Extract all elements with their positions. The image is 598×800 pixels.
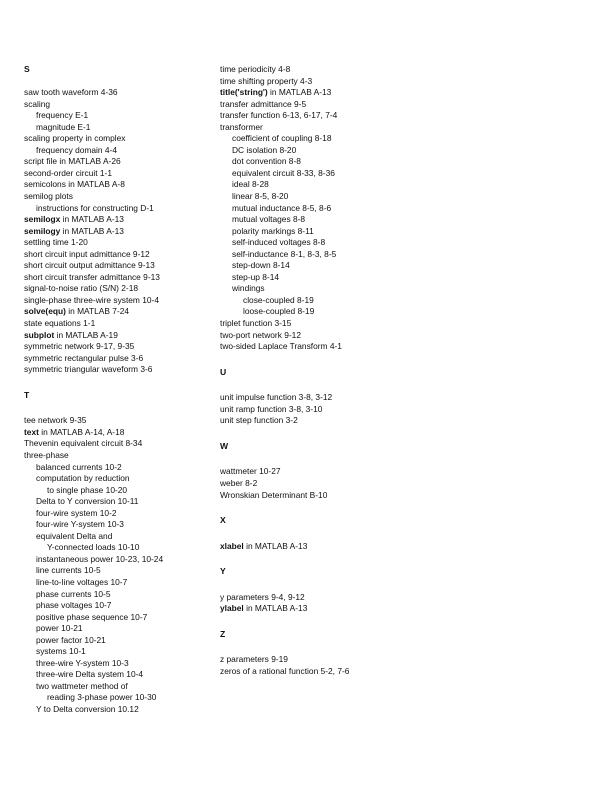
spacer: [220, 552, 420, 566]
spacer: [220, 527, 420, 541]
index-entry: [24, 122, 224, 134]
index-entry: [220, 76, 420, 88]
index-entry: [24, 99, 224, 111]
index-entry-text: to single phase 10-20: [47, 484, 128, 495]
index-entry-text: unit ramp function 3-8, 3-10: [220, 403, 323, 414]
index-entry-text: weber 8-2: [220, 477, 258, 488]
spacer: [24, 376, 224, 390]
index-entry-text: in MATLAB A-19: [54, 329, 118, 340]
index-entry: [220, 392, 420, 404]
index-entry-text: linear 8-5, 8-20: [232, 191, 289, 202]
index-entry-text: balanced currents 10-2: [36, 461, 122, 472]
index-entry: [24, 249, 224, 261]
index-entry-text: in MATLAB A-13: [243, 603, 308, 614]
index-entry-text: three-phase: [24, 449, 69, 460]
spacer: [220, 427, 420, 441]
index-entry: [24, 87, 224, 99]
index-entry: [24, 508, 224, 520]
index-entry: [24, 577, 224, 589]
index-entry: [24, 341, 224, 353]
index-entry: [24, 635, 224, 647]
index-entry: [220, 654, 420, 666]
index-entry-text: mutual inductance 8-5, 8-6: [232, 202, 332, 213]
index-entry-text: state equations 1-1: [24, 318, 96, 329]
index-entry: [24, 589, 224, 601]
index-entry: [24, 330, 224, 342]
index-entry: [220, 156, 420, 168]
index-entry: [24, 415, 224, 427]
index-entry: [24, 554, 224, 566]
index-entry-text: time periodicity 4-8: [220, 64, 291, 74]
index-entry: [24, 283, 224, 295]
index-entry: [220, 306, 420, 318]
index-entry-text: instructions for constructing D-1: [36, 202, 154, 213]
index-entry: [24, 145, 224, 157]
index-entry-text: triplet function 3-15: [220, 318, 292, 329]
index-entry-keyword: solve(equ): [24, 306, 66, 317]
index-entry: [24, 565, 224, 577]
index-entry-text: in MATLAB A-13: [60, 214, 124, 225]
index-entry-text: unit step function 3-2: [220, 415, 298, 426]
index-entry: [24, 306, 224, 318]
index-entry: [220, 110, 420, 122]
index-entry-text: Wronskian Determinant B-10: [220, 489, 328, 500]
index-entry: [220, 478, 420, 490]
spacer: [220, 501, 420, 515]
index-entry-keyword: ylabel: [220, 603, 244, 614]
index-entry: [24, 646, 224, 658]
index-entry-text: symmetric rectangular pulse 3-6: [24, 352, 144, 363]
index-entry-text: mutual voltages 8-8: [232, 214, 306, 225]
index-entry: [24, 531, 224, 543]
index-entry: [24, 427, 224, 439]
index-column-left: [24, 64, 224, 716]
index-entry: [24, 669, 224, 681]
index-entry-text: semilog plots: [24, 191, 73, 202]
index-entry-text: wattmeter 10-27: [220, 466, 281, 477]
index-entry: [24, 168, 224, 180]
section-letter: X: [220, 515, 226, 526]
index-entry-text: close-coupled 8-19: [243, 294, 314, 305]
index-entry: [220, 415, 420, 427]
index-entry-keyword: title('string'): [220, 87, 268, 98]
index-entry: [220, 214, 420, 226]
index-entry-text: symmetric network 9-17, 9-35: [24, 341, 135, 352]
index-entry: [24, 542, 224, 554]
index-entry: [220, 122, 420, 134]
index-entry-text: power factor 10-21: [36, 634, 106, 645]
index-entry-text: in MATLAB A-13: [243, 540, 308, 551]
index-entry-text: time shifting property 4-3: [220, 75, 313, 86]
index-entry-text: phase currents 10-5: [36, 588, 111, 599]
index-entry-text: instantaneous power 10-23, 10-24: [36, 553, 164, 564]
spacer: [220, 640, 420, 654]
index-entry-text: y parameters 9-4, 9-12: [220, 591, 305, 602]
index-entry-text: zeros of a rational function 5-2, 7-6: [220, 665, 350, 676]
index-entry: [220, 99, 420, 111]
section-letter: S: [24, 64, 30, 74]
index-entry: [220, 603, 420, 615]
index-entry-text: self-induced voltages 8-8: [232, 237, 326, 248]
index-entry-keyword: semilogy: [24, 225, 61, 236]
index-entry-text: line-to-line voltages 10-7: [36, 576, 128, 587]
index-entry-text: line currents 10-5: [36, 565, 101, 576]
index-entry: [24, 704, 224, 716]
index-entry: [24, 226, 224, 238]
index-entry: [220, 145, 420, 157]
index-entry: [24, 438, 224, 450]
index-entry: [220, 272, 420, 284]
index-entry: [24, 191, 224, 203]
index-entry: [220, 260, 420, 272]
index-entry-text: second-order circuit 1-1: [24, 167, 112, 178]
index-entry-text: coefficient of coupling 8-18: [232, 133, 332, 144]
index-entry: [24, 260, 224, 272]
index-entry: [24, 462, 224, 474]
index-entry-text: scaling property in complex: [24, 133, 126, 144]
spacer: [220, 452, 420, 466]
index-entry-text: frequency domain 4-4: [36, 144, 118, 155]
index-entry-keyword: xlabel: [220, 540, 244, 551]
index-entry: [24, 364, 224, 376]
index-entry: [24, 450, 224, 462]
index-entry: [220, 226, 420, 238]
section-letter: T: [24, 389, 30, 400]
index-entry: [220, 592, 420, 604]
index-entry: [220, 249, 420, 261]
section-letter: Z: [220, 628, 226, 639]
index-entry: [220, 64, 420, 76]
index-entry-text: Y to Delta conversion 10.12: [36, 703, 139, 714]
index-entry-text: four-wire Y-system 10-3: [36, 519, 124, 530]
index-entry: [220, 466, 420, 478]
spacer: [220, 615, 420, 629]
index-entry: [220, 203, 420, 215]
index-entry-text: semicolons in MATLAB A-8: [24, 179, 125, 190]
index-entry-text: Thevenin equivalent circuit 8-34: [24, 438, 143, 449]
spacer: [24, 76, 224, 88]
index-entry-text: in MATLAB A-13: [60, 225, 124, 236]
index-entry: [220, 330, 420, 342]
index-entry: [24, 214, 224, 226]
section-letter: W: [220, 440, 229, 451]
index-entry: [220, 283, 420, 295]
index-entry-text: z parameters 9-19: [220, 654, 288, 665]
index-entry-text: signal-to-noise ratio (S/N) 2-18: [24, 283, 139, 294]
index-entry-keyword: subplot: [24, 329, 55, 340]
index-entry: [220, 341, 420, 353]
index-entry-text: three-wire Y-system 10-3: [36, 657, 129, 668]
index-entry-text: Y-connected loads 10-10: [47, 542, 140, 553]
index-entry: [24, 658, 224, 670]
index-entry: [24, 272, 224, 284]
spacer: [220, 578, 420, 592]
index-entry-text: settling time 1-20: [24, 237, 88, 248]
index-entry-text: short circuit input admittance 9-12: [24, 248, 150, 259]
index-entry: [220, 318, 420, 330]
index-entry-text: step-down 8-14: [232, 260, 290, 271]
index-entry: [220, 133, 420, 145]
index-entry: [220, 168, 420, 180]
section-letter: U: [220, 366, 227, 377]
index-entry: [24, 110, 224, 122]
index-entry: [220, 295, 420, 307]
index-entry: [24, 496, 224, 508]
index-entry-text: unit impulse function 3-8, 3-12: [220, 392, 333, 403]
index-entry: [24, 519, 224, 531]
index-entry-text: saw tooth waveform 4-36: [24, 87, 118, 98]
index-entry-text: transfer function 6-13, 6-17, 7-4: [220, 110, 338, 121]
index-entry-text: computation by reduction: [36, 473, 130, 484]
index-entry-text: power 10-21: [36, 623, 83, 634]
index-entry-keyword: semilogx: [24, 214, 61, 225]
index-entry-text: short circuit transfer admittance 9-13: [24, 271, 160, 282]
index-entry-text: Delta to Y conversion 10-11: [36, 496, 139, 507]
index-entry-text: frequency E-1: [36, 110, 89, 121]
index-column-right: [220, 64, 420, 677]
index-entry: [24, 295, 224, 307]
index-entry-text: dot convention 8-8: [232, 156, 301, 167]
index-entry: [24, 318, 224, 330]
index-entry-text: polarity markings 8-11: [232, 225, 314, 236]
index-entry-text: equivalent circuit 8-33, 8-36: [232, 167, 335, 178]
index-entry-text: transformer: [220, 121, 263, 132]
index-entry-text: single-phase three-wire system 10-4: [24, 294, 159, 305]
index-entry-text: tee network 9-35: [24, 415, 87, 426]
index-entry-text: two-port network 9-12: [220, 329, 301, 340]
spacer: [24, 401, 224, 415]
index-entry: [24, 485, 224, 497]
index-entry-text: four-wire system 10-2: [36, 507, 117, 518]
index-entry-text: magnitude E-1: [36, 121, 91, 132]
index-entry: [24, 623, 224, 635]
section-letter: Y: [220, 566, 226, 577]
index-entry-text: short circuit output admittance 9-13: [24, 260, 155, 271]
index-entry: [24, 133, 224, 145]
index-entry-text: equivalent Delta and: [36, 530, 113, 541]
index-entry: [220, 541, 420, 553]
index-entry-text: in MATLAB 7-24: [65, 306, 130, 317]
index-entry: [220, 237, 420, 249]
index-entry-text: script file in MATLAB A-26: [24, 156, 121, 167]
spacer: [220, 353, 420, 367]
index-entry-text: DC isolation 8-20: [232, 144, 297, 155]
index-entry-text: transfer admittance 9-5: [220, 98, 307, 109]
index-entry: [24, 612, 224, 624]
index-entry: [24, 681, 224, 693]
index-entry: [220, 179, 420, 191]
index-entry: [24, 353, 224, 365]
index-entry-text: in MATLAB A-14, A-18: [38, 426, 125, 437]
index-entry-text: step-up 8-14: [232, 271, 280, 282]
index-entry-text: in MATLAB A-13: [267, 87, 332, 98]
index-entry-keyword: text: [24, 426, 39, 437]
index-entry-text: scaling: [24, 98, 51, 109]
index-entry-text: two-sided Laplace Transform 4-1: [220, 341, 342, 352]
index-entry: [220, 490, 420, 502]
index-entry-text: two wattmeter method of: [36, 680, 128, 691]
index-entry: [24, 692, 224, 704]
index-entry: [24, 156, 224, 168]
index-entry-text: windings: [232, 283, 265, 294]
index-entry-text: phase voltages 10-7: [36, 600, 112, 611]
index-entry-text: loose-coupled 8-19: [243, 306, 315, 317]
index-entry-text: positive phase sequence 10-7: [36, 611, 148, 622]
index-entry-text: self-inductance 8-1, 8-3, 8-5: [232, 248, 337, 259]
index-entry: [24, 600, 224, 612]
index-entry: [220, 191, 420, 203]
index-entry: [24, 473, 224, 485]
index-entry: [220, 666, 420, 678]
index-entry-text: systems 10-1: [36, 646, 86, 657]
index-entry-text: three-wire Delta system 10-4: [36, 669, 144, 680]
index-entry-text: ideal 8-28: [232, 179, 269, 190]
index-entry: [220, 404, 420, 416]
spacer: [220, 378, 420, 392]
index-entry: [24, 203, 224, 215]
index-entry-text: reading 3-phase power 10-30: [47, 692, 157, 703]
index-entry: [24, 179, 224, 191]
index-entry: [220, 87, 420, 99]
index-entry: [24, 237, 224, 249]
index-entry-text: symmetric triangular waveform 3-6: [24, 364, 153, 375]
